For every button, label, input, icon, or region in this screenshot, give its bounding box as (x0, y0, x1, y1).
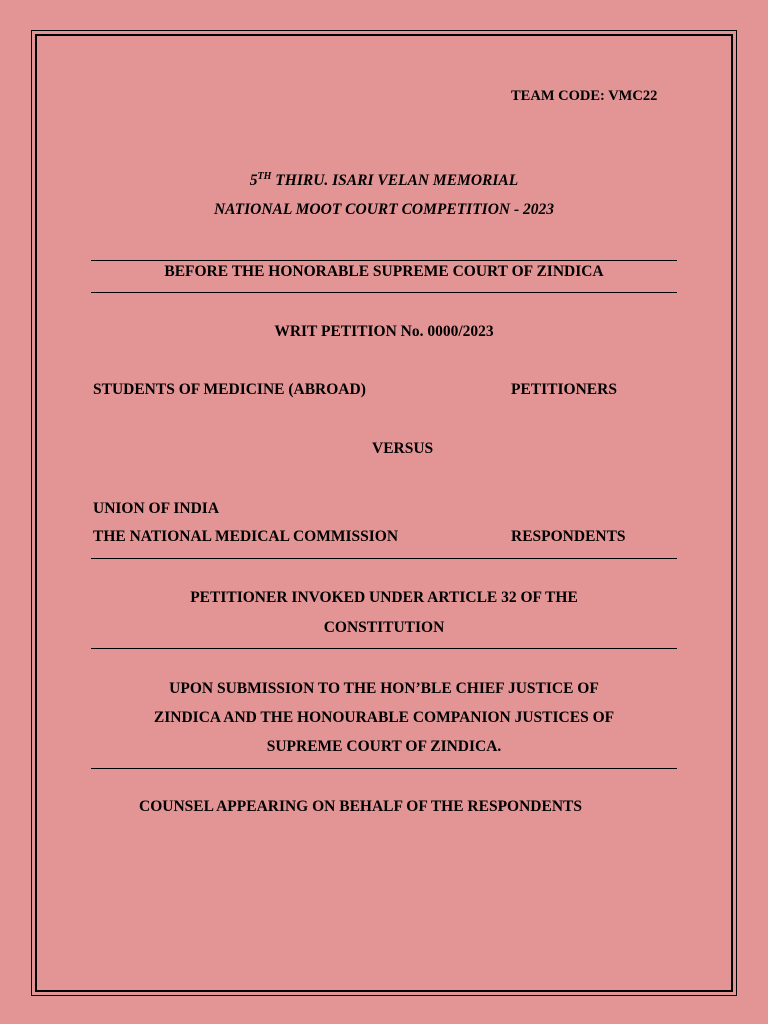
competition-title-line2: NATIONAL MOOT COURT COMPETITION - 2023 (213, 201, 554, 218)
petition-number: WRIT PETITION No. 0000/2023 (274, 323, 494, 340)
competition-title-text: THIRU. ISARI VELAN MEMORIAL (271, 172, 519, 189)
invocation-line1: PETITIONER INVOKED UNDER ARTICLE 32 OF THE (190, 589, 578, 606)
submission-line2: ZINDICA AND THE HONOURABLE COMPANION JUSTICES OF (153, 709, 615, 726)
respondent-name-line2: THE NATIONAL MEDICAL COMMISSION (93, 528, 399, 545)
team-code: TEAM CODE: VMC22 (511, 88, 658, 104)
invocation-line2: CONSTITUTION (323, 619, 445, 636)
petitioner-role: PETITIONERS (511, 381, 617, 398)
competition-ordinal-suffix: TH (257, 170, 272, 182)
divider (91, 648, 677, 649)
divider (91, 260, 677, 261)
submission-line1: UPON SUBMISSION TO THE HON’BLE CHIEF JUSTICE OF (169, 680, 599, 697)
competition-title-line1 (91, 171, 677, 191)
submission-line3: SUPREME COURT OF ZINDICA. (266, 738, 502, 755)
respondent-role: RESPONDENTS (511, 528, 626, 545)
versus-label: VERSUS (372, 440, 434, 457)
counsel-heading: COUNSEL APPEARING ON BEHALF OF THE RESPONDENTS (139, 798, 582, 815)
petitioner-name: STUDENTS OF MEDICINE (ABROAD) (93, 381, 366, 398)
court-heading: BEFORE THE HONORABLE SUPREME COURT OF ZINDICA (164, 263, 604, 280)
divider (91, 768, 677, 769)
divider (91, 292, 677, 293)
divider (91, 558, 677, 559)
respondent-name-line1: UNION OF INDIA (93, 500, 220, 517)
competition-ordinal-number: 5 (249, 172, 258, 189)
